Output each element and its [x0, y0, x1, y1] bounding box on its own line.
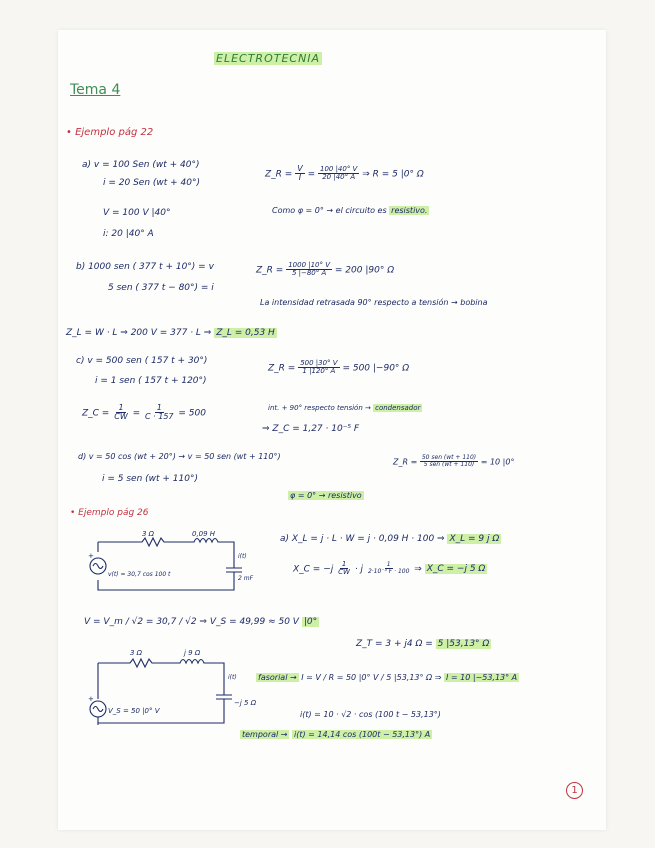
- circuit1-capacitor-label: 2 mF: [238, 575, 254, 582]
- circuit1-resistor-label: 3 Ω: [142, 530, 155, 538]
- c-impedance: Z_R = $\frac{500 |30^\circ V}{1 |120^\circ A}$ = 500 |−90° Ω: [268, 359, 410, 376]
- d-note: φ = 0° → resistivo: [290, 491, 362, 500]
- c-voltage: c) v = 500 sen ( 157 t + 30°): [76, 356, 208, 366]
- circuit1-plus-sign: +: [88, 552, 94, 560]
- c-capacitive-reactance: Z_C = $\frac{1}{CW}$ = $\frac{1}{C \cdot 157}$ = 500: [82, 403, 206, 422]
- circuit1-inductor-label: 0,09 H: [192, 530, 216, 538]
- inductive-reactance: a) X_L = j · L · W = j · 0,09 H · 100 ⇒ X_L = 9 j Ω: [280, 534, 500, 544]
- page-title: ELECTROTECNIA: [216, 52, 321, 65]
- c-note: int. + 90° respecto tensión → condensador: [268, 404, 421, 412]
- circuit2-resistor-label: 3 Ω: [130, 649, 143, 657]
- a-note: Como φ = 0° → el circuito es resistivo.: [272, 206, 428, 215]
- example2-heading: • Ejemplo pág 26: [70, 508, 149, 518]
- circuit2-capacitor-label: −j 5 Ω: [234, 699, 257, 707]
- circuit-diagram-2: [84, 645, 260, 731]
- d-impedance: Z_R = $\frac{\text{50 sen (wt + 110)}}{\text{5 sen (wt + 110)}}$ = 10 |0°: [393, 454, 515, 469]
- circuit1-source-label: v(t) = 30,7 cos 100 t: [108, 571, 171, 578]
- total-impedance: Z_T = 3 + j4 Ω = 5 |53,13° Ω: [356, 639, 490, 649]
- circuit2-current-label: i(t): [228, 674, 237, 681]
- time-current-final: temporal → i(t) = 14,14 cos (100t − 53,13°) A: [242, 730, 431, 739]
- b-impedance: Z_R = $\frac{1000 |10^\circ V}{5 |-80^\circ A}$ = 200 |90° Ω: [256, 261, 395, 278]
- circuit2-source-label: V_S = 50 |0° V: [108, 707, 160, 715]
- circuit-diagram-1: [84, 528, 270, 600]
- a-voltage: a) v = 100 Sen (wt + 40°): [82, 160, 200, 170]
- circuit2-plus-sign: +: [88, 695, 94, 703]
- a-phasor-i: i: 20 |40° A: [103, 229, 154, 239]
- a-phasor-v: V = 100 V |40°: [103, 208, 171, 218]
- d-current: i = 5 sen (wt + 110°): [102, 474, 198, 484]
- source-rms-calc: V = V_m / √2 = 30,7 / √2 ⇒ V_S = 49,99 ≈ 50 V |0°: [84, 617, 318, 627]
- time-current: i(t) = 10 · √2 · cos (100 t − 53,13°): [300, 710, 441, 719]
- a-impedance: Z_R = $\frac{V}{I}$ = $\frac{100 |40^\circ V}{20 |40^\circ A}$ ⇒ R = 5 |0° Ω: [265, 164, 424, 183]
- page-number: 1: [566, 782, 583, 799]
- b-voltage: b) 1000 sen ( 377 t + 10°) = v: [76, 262, 214, 272]
- circuit1-current-label: i(t): [238, 553, 247, 560]
- b-note: La intensidad retrasada 90° respecto a tensión → bobina: [260, 298, 488, 307]
- topic-heading: Tema 4: [70, 82, 121, 98]
- a-current: i = 20 Sen (wt + 40°): [103, 178, 201, 188]
- c-capacitance: ⇒ Z_C = 1,27 · 10⁻⁵ F: [262, 424, 360, 434]
- d-voltage: d) v = 50 cos (wt + 20°) → v = 50 sen (wt + 110°): [78, 452, 281, 461]
- circuit2-inductor-label: j 9 Ω: [184, 649, 201, 657]
- b-current: 5 sen ( 377 t − 80°) = i: [108, 283, 214, 293]
- b-calc: Z_L = W · L ⇒ 200 V = 377 · L ⇒ Z_L = 0,53 H: [66, 328, 275, 338]
- example1-heading: • Ejemplo pág 22: [66, 127, 154, 138]
- c-current: i = 1 sen ( 157 t + 120°): [95, 376, 207, 386]
- phasor-current: fasorial → I = V / R = 50 |0° V / 5 |53,13° Ω ⇒ I = 10 |−53,13° A: [258, 673, 518, 682]
- capacitive-reactance: X_C = −j $\frac{1}{CW}$ · j $\frac{1}{\text{2·10⁻³ F · 100}}$ ⇒ X_C = −j 5 Ω: [293, 560, 486, 577]
